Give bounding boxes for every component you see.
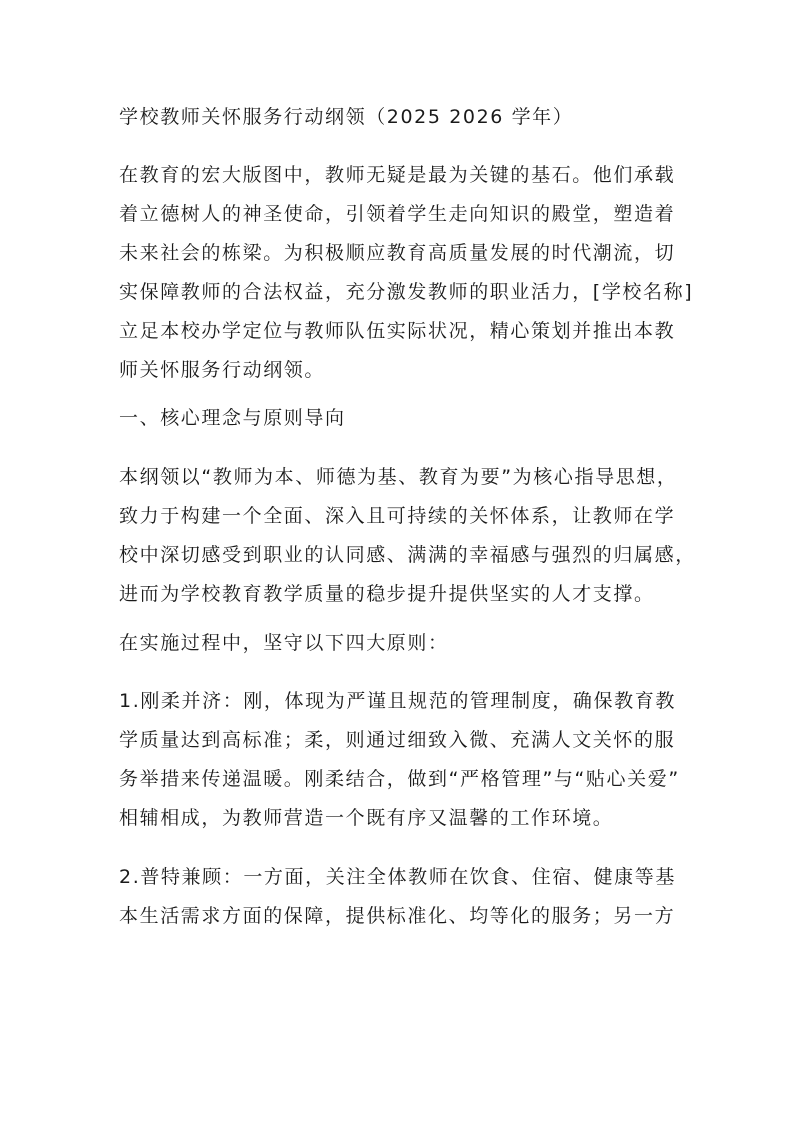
text-line: 学质量达到高标准；柔，则通过细致入微、充满人文关怀的服 xyxy=(119,729,676,751)
text-line: 进而为学校教育教学质量的稳步提升提供坚实的人才支撑。 xyxy=(119,583,655,605)
text-line: 未来社会的栋梁。为积极顺应教育高质量发展的时代潮流，切 xyxy=(119,242,676,264)
section-paragraph xyxy=(119,458,699,614)
title-line: 学校教师关怀服务行动纲领（2025 2026 学年） xyxy=(119,106,574,128)
text-line: 实保障教师的合法权益，充分激发教师的职业活力，[学校名称] xyxy=(119,281,694,303)
principle-2 xyxy=(119,858,699,936)
text-line: 立足本校办学定位与教师队伍实际状况，精心策划并推出本教 xyxy=(119,320,676,342)
text-line: 在教育的宏大版图中，教师无疑是最为关键的基石。他们承载 xyxy=(119,164,676,186)
text-line: 相辅相成，为教师营造一个既有序又温馨的工作环境。 xyxy=(119,807,614,829)
text-line: 校中深切感受到职业的认同感、满满的幸福感与强烈的归属感， xyxy=(119,544,696,566)
text-line: 致力于构建一个全面、深入且可持续的关怀体系，让教师在学 xyxy=(119,505,676,527)
intro-paragraph xyxy=(119,156,699,390)
principle-1 xyxy=(119,682,699,838)
heading-line: 一、核心理念与原则导向 xyxy=(119,407,346,429)
text-line: 务举措来传递温暖。刚柔结合，做到“严格管理”与“贴心关爱” xyxy=(119,768,680,790)
text-line: 在实施过程中，坚守以下四大原则： xyxy=(119,632,449,654)
text-line: 本生活需求方面的保障，提供标准化、均等化的服务；另一方 xyxy=(119,905,676,927)
document-title xyxy=(119,98,699,137)
text-line: 本纲领以“教师为本、师德为基、教育为要”为核心指导思想， xyxy=(119,466,678,488)
principles-intro xyxy=(119,624,699,663)
section-heading xyxy=(119,399,699,438)
text-line: 1.刚柔并济：刚，体现为严谨且规范的管理制度，确保教育教 xyxy=(119,690,676,712)
text-line: 2.普特兼顾：一方面，关注全体教师在饮食、住宿、健康等基 xyxy=(119,866,676,888)
text-line: 着立德树人的神圣使命，引领着学生走向知识的殿堂，塑造着 xyxy=(119,203,676,225)
text-line: 师关怀服务行动纲领。 xyxy=(119,359,326,381)
